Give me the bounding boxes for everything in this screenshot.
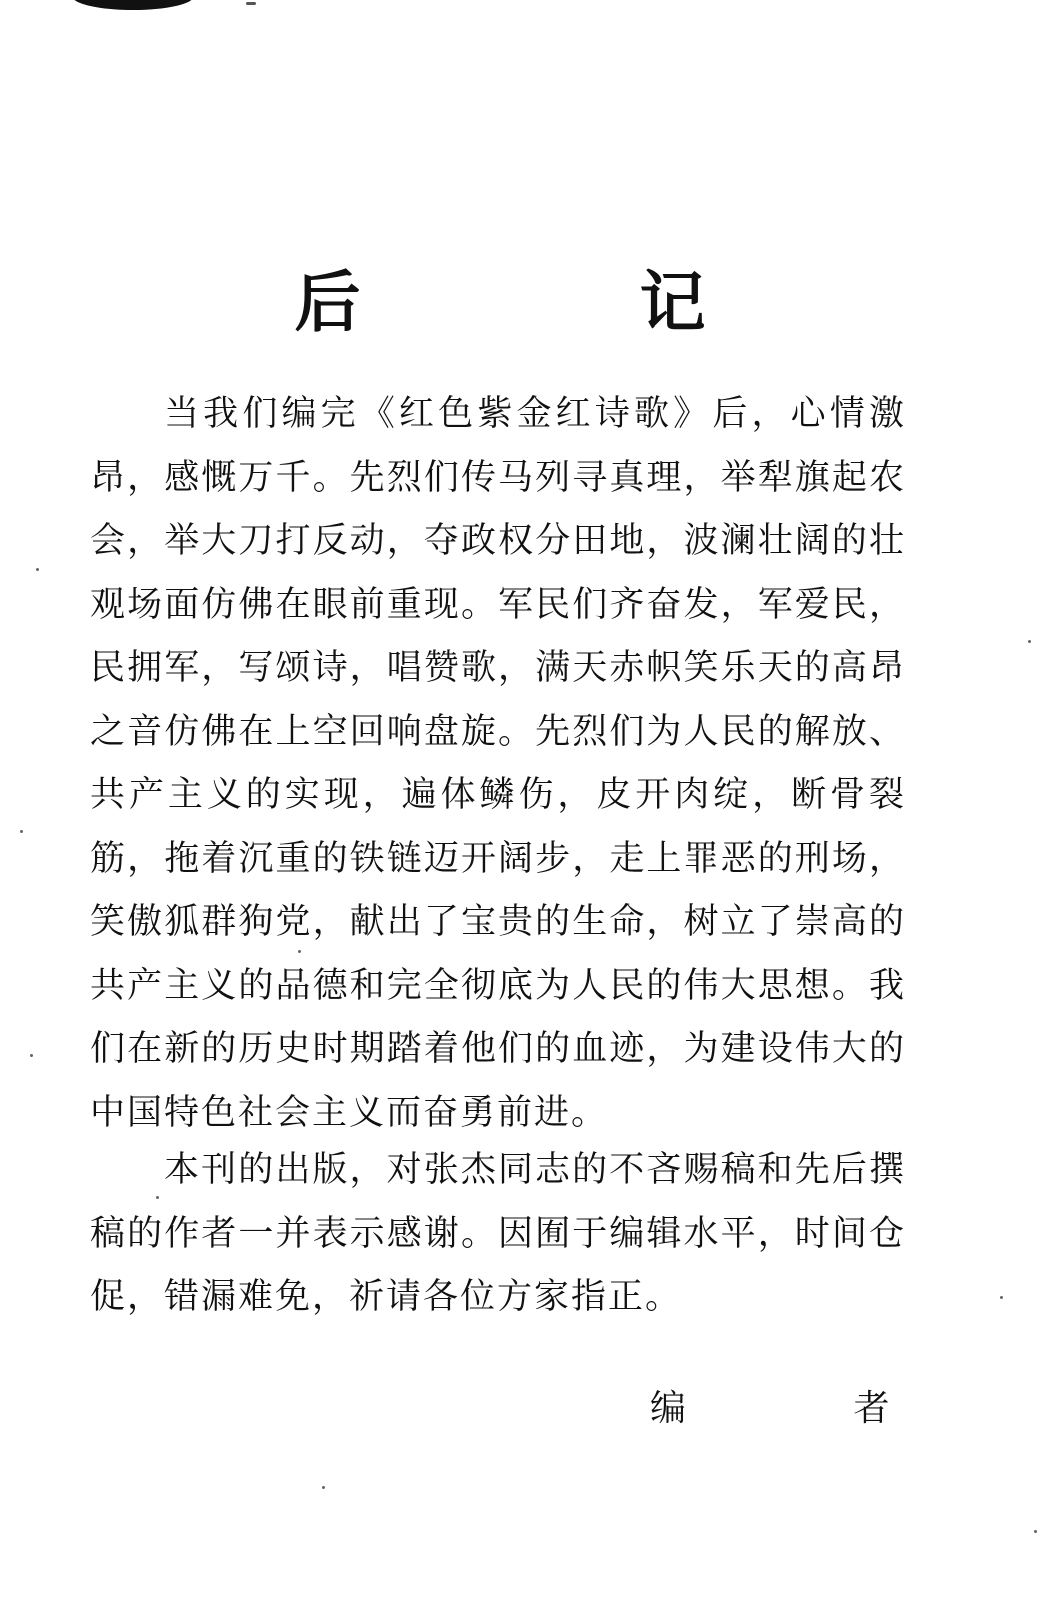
scan-mark (72, 0, 194, 10)
page-title: 后 记 (294, 263, 834, 341)
scan-speck (30, 1054, 33, 1057)
paragraph-2: 本刊的出版，对张杰同志的不吝赐稿和先后撰稿的作者一并表示感谢。因囿于编辑水平，时间仓促，错漏难免，祈请各位方家指正。 (90, 1150, 906, 1317)
scan-speck (298, 950, 301, 953)
scan-mark-dot (246, 2, 256, 5)
paragraph-1: 当我们编完《红色紫金红诗歌》后，心情激昂，感慨万千。先烈们传马列寻真理，举犁旗起农会，举大刀打反动，夺政权分田地，波澜壮阔的壮观场面仿佛在眼前重现。军民们齐奋发，军爱民，民拥军，写颂诗，唱赞歌，满天赤帜笑乐天的高昂之音仿佛在上空回响盘旋。先烈们为人民的解放、共产主义的实现，遍体鳞伤，皮开肉绽，断骨裂筋，拖着沉重的铁链迈开阔步，走上罪恶的刑场，笑傲狐群狗党，献出了宝贵的生命，树立了崇高的共产主义的品德和完全彻底为人民的伟大思想。我们在新的历史时期踏着他们的血迹，为建设伟大的中国特色社会主义而奋勇前进。 (90, 394, 906, 1133)
scan-speck (36, 568, 39, 571)
signature: 编 者 (650, 1388, 968, 1429)
scan-speck (20, 830, 23, 833)
scan-speck (156, 1196, 159, 1199)
scan-speck (1000, 1296, 1003, 1299)
scan-speck (322, 1486, 325, 1489)
scan-speck (1034, 1530, 1037, 1533)
scan-speck (1028, 640, 1031, 643)
